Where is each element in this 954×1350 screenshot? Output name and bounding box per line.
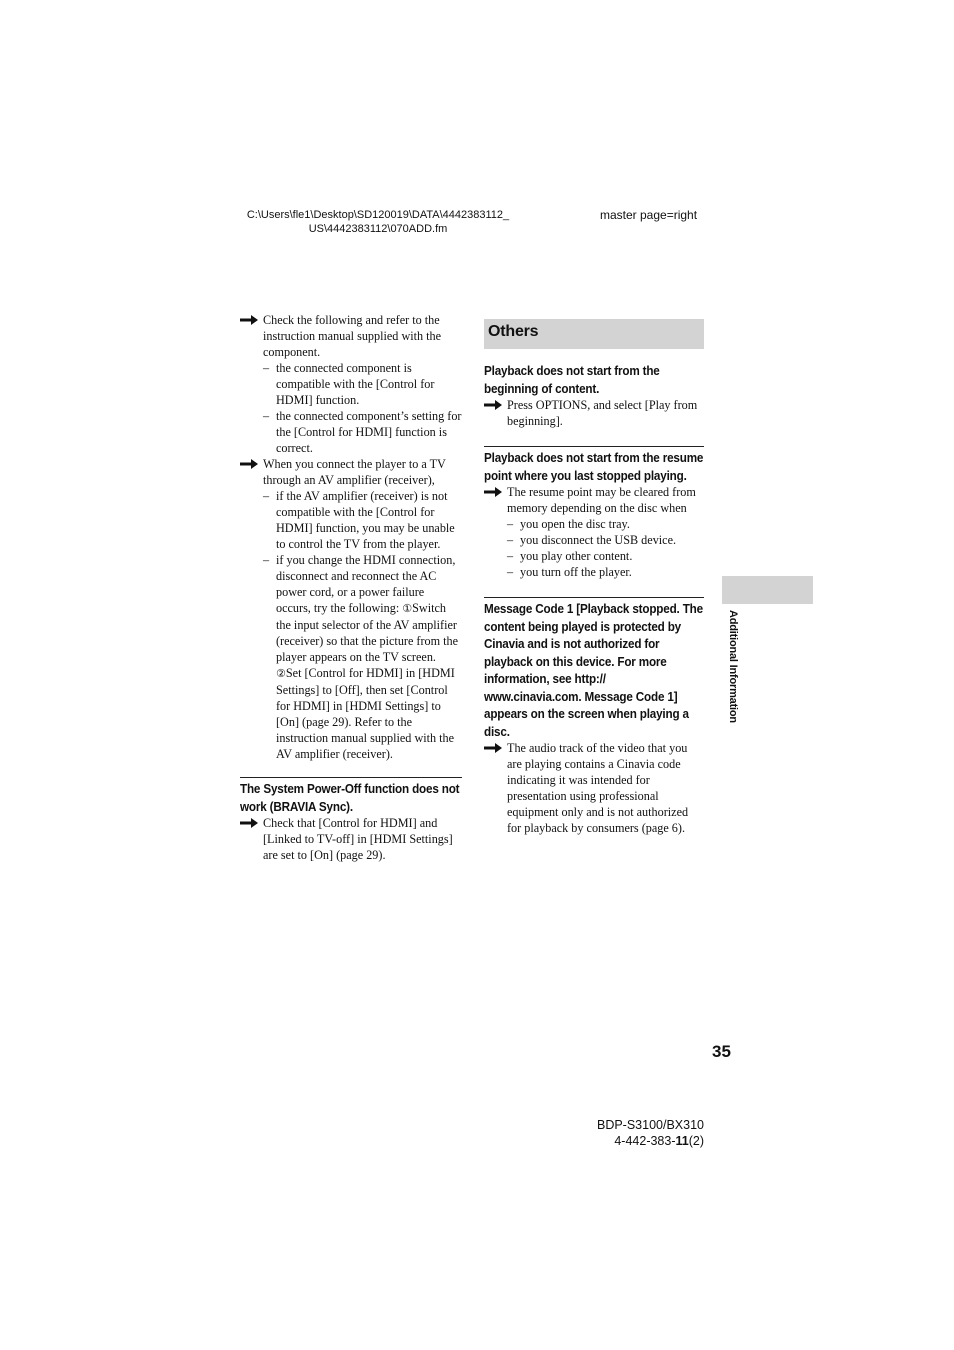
file-path (236, 208, 520, 236)
chapter-tab-text: Additional Information (727, 610, 739, 723)
right-arrow-icon (484, 487, 502, 497)
dash-marker: – (263, 553, 270, 567)
file-path-line2: US\4442383112\070ADD.fm (308, 223, 448, 235)
section-divider (484, 446, 704, 447)
right-arrow-icon (484, 400, 502, 410)
hint-item-play-from-beginning (484, 397, 704, 429)
hint-text: Press OPTIONS, and select [Play from beginning]. (507, 398, 698, 428)
list-item-text: if the AV amplifier (receiver) is not compatible with the [Control for HDMI] function, you may be unable to control the TV from the player. (276, 489, 455, 551)
hint-text: The resume point may be cleared from memory depending on the disc when (507, 485, 696, 515)
file-path-line1: C:\Users\fle1\Desktop\SD120019\DATA\4442383112_ (246, 209, 510, 221)
list-item-text: you disconnect the USB device. (520, 533, 677, 547)
dash-marker: – (507, 549, 514, 563)
master-page-label: master page=right (600, 208, 698, 222)
troubleshoot-heading: The System Power-Off function does not work (BRAVIA Sync). (240, 781, 460, 814)
dash-list (240, 488, 462, 762)
right-arrow-icon (484, 743, 502, 753)
footer-model-info (560, 1117, 704, 1149)
list-item-text: if you change the HDMI connection, disconnect and reconnect the AC power cord, or a power failure occurs, try the following: (276, 553, 456, 615)
list-item (507, 564, 704, 580)
list-item-text: you turn off the player. (520, 565, 632, 579)
part-code-suffix: (2) (688, 1134, 704, 1148)
hint-text: Check the following and refer to the instruction manual supplied with the component. (263, 313, 442, 359)
step-text: Set [Control for HDMI] in [HDMI Settings] to [Off], then set [Control for HDMI] in [HDMI Settings] to [On] (page 29). Refer to the instruction manual supplied with the AV amplifier (receiver). (276, 666, 455, 761)
dash-list (484, 516, 704, 580)
list-item-text: the connected component’s setting for the [Control for HDMI] function is correct. (276, 409, 462, 455)
page-number: 35 (712, 1042, 731, 1061)
hint-item-av-amplifier (240, 456, 462, 488)
chapter-tab-label (727, 610, 741, 730)
right-column (484, 319, 704, 836)
part-code-prefix: 4-442-383- (614, 1134, 676, 1148)
section-banner (484, 319, 704, 349)
part-code-bold: 11 (675, 1134, 689, 1148)
section-divider (240, 777, 462, 778)
hint-item-cinavia (484, 740, 704, 836)
troubleshoot-heading: Message Code 1 [Playback stopped. The content being played is protected by Cinavia and is not authorized for playback on this device. For more information, see http:// www.cinavia.com. Message Code 1] appears on the screen when playing a disc. (484, 601, 703, 739)
dash-marker: – (263, 361, 270, 375)
part-code (560, 1133, 704, 1149)
list-item (507, 532, 704, 548)
hint-item-power-off (240, 815, 462, 863)
list-item-text: the connected component is compatible with the [Control for HDMI] function. (276, 361, 435, 407)
section-divider (484, 597, 704, 598)
hint-text: When you connect the player to a TV through an AV amplifier (receiver), (263, 457, 446, 487)
hint-text: Check that [Control for HDMI] and [Linked to TV-off] in [HDMI Settings] are set to [On] (page 29). (263, 816, 453, 862)
list-item (263, 360, 462, 408)
list-item-text: you play other content. (520, 549, 633, 563)
list-item (507, 516, 704, 532)
dash-marker: – (507, 533, 514, 547)
troubleshoot-heading: Playback does not start from the beginning of content. (484, 363, 660, 396)
dash-marker: – (507, 517, 514, 531)
chapter-tab (722, 576, 813, 604)
hint-item-check-component (240, 312, 462, 360)
step-number-1: ① (402, 602, 413, 615)
step-number-2: ② (276, 667, 286, 680)
dash-marker: – (263, 489, 270, 503)
hint-item-resume-point (484, 484, 704, 516)
dash-marker: – (263, 409, 270, 423)
model-number: BDP-S3100/BX310 (596, 1118, 704, 1132)
list-item (507, 548, 704, 564)
list-item (263, 488, 462, 552)
step-text: Switch the input selector of the AV amplifier (receiver) so that the picture from the player appears on the TV screen. (276, 601, 459, 664)
list-item (263, 552, 462, 762)
section-title: Others (488, 323, 539, 340)
troubleshoot-heading: Playback does not start from the resume point where you last stopped playing. (484, 450, 704, 483)
hint-text: The audio track of the video that you are playing contains a Cinavia code indicating it was intended for presentation using professional equipment only and is not authorized for playback by consumers (page 6). (507, 741, 689, 835)
left-column (240, 312, 462, 863)
list-item (263, 408, 462, 456)
right-arrow-icon (240, 818, 258, 828)
right-arrow-icon (240, 315, 258, 325)
list-item-text: you open the disc tray. (520, 517, 630, 531)
dash-list (240, 360, 462, 456)
dash-marker: – (507, 565, 514, 579)
right-arrow-icon (240, 459, 258, 469)
